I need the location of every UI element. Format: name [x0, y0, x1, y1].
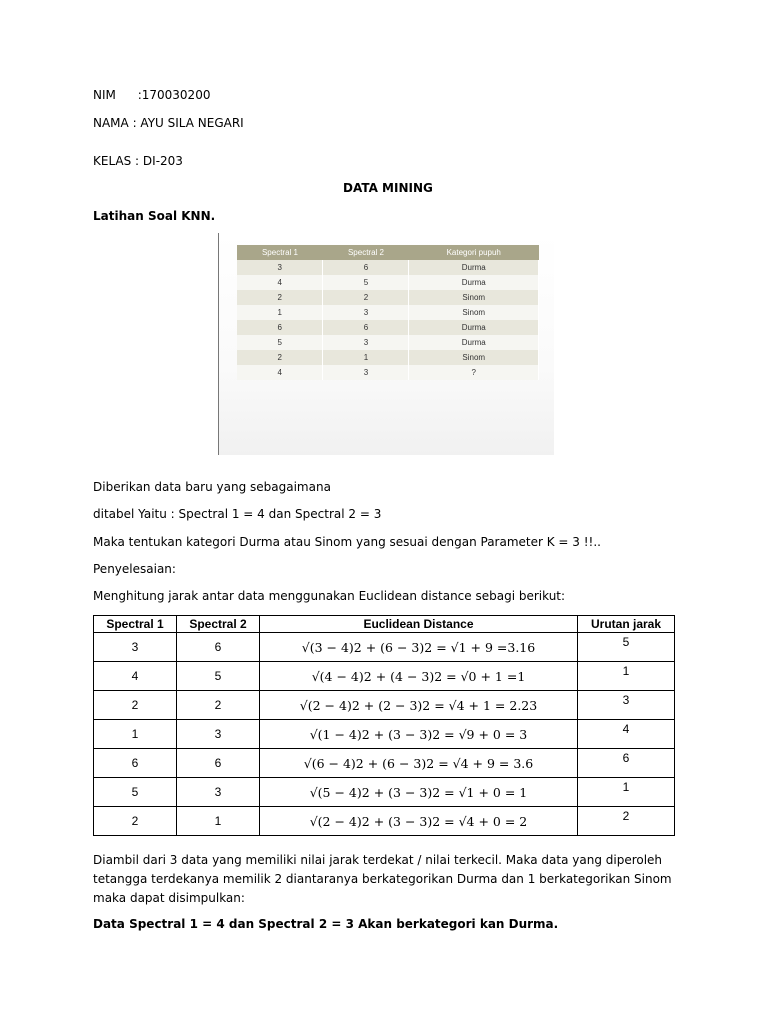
spectral-2-cell: 1 — [177, 807, 260, 836]
table-cell: Sinom — [409, 350, 539, 365]
table-cell: 2 — [237, 290, 323, 305]
distance-formula-cell: √(4 − 4)2 + (4 − 3)2 = √0 + 1 =1 — [260, 662, 578, 691]
table-cell: 6 — [237, 320, 323, 335]
header-spectral-1: Spectral 1 — [94, 616, 177, 633]
rank-cell: 1 — [578, 662, 675, 691]
kategori-table — [237, 245, 539, 380]
table-cell: Durma — [409, 260, 539, 275]
table-cell: Durma — [409, 320, 539, 335]
embedded-image — [218, 233, 554, 455]
table-cell: 4 — [237, 365, 323, 380]
header-euclidean-distance: Euclidean Distance — [260, 616, 578, 633]
paragraph-2: ditabel Yaitu : Spectral 1 = 4 dan Spectral 2 = 3 — [93, 507, 382, 521]
table-row — [237, 365, 539, 380]
table-cell: ? — [409, 365, 539, 380]
table-cell: 5 — [323, 275, 409, 290]
paragraph-4: Penyelesaian: — [93, 562, 176, 576]
table-row — [237, 335, 539, 350]
table-row — [94, 720, 675, 749]
table-row — [237, 350, 539, 365]
header-spectral-2: Spectral 2 — [177, 616, 260, 633]
kategori-header-cell: Spectral 2 — [323, 245, 409, 260]
distance-formula-cell: √(1 − 4)2 + (3 − 3)2 = √9 + 0 = 3 — [260, 720, 578, 749]
table-row — [94, 749, 675, 778]
conclusion-line-1: Diambil dari 3 data yang memiliki nilai jarak terdekat / nilai terkecil. Maka data yang diperoleh — [93, 853, 663, 867]
spectral-2-cell: 2 — [177, 691, 260, 720]
table-cell: 1 — [323, 350, 409, 365]
table-row — [237, 305, 539, 320]
spectral-1-cell: 6 — [94, 749, 177, 778]
nim-label: NIM — [93, 88, 116, 102]
rank-cell: 5 — [578, 633, 675, 662]
table-row — [94, 807, 675, 836]
rank-cell: 2 — [578, 807, 675, 836]
rank-cell: 6 — [578, 749, 675, 778]
distance-table — [93, 615, 675, 836]
kelas-line: KELAS : DI-203 — [93, 154, 183, 168]
spectral-1-cell: 2 — [94, 691, 177, 720]
distance-formula-cell: √(3 − 4)2 + (6 − 3)2 = √1 + 9 =3.16 — [260, 633, 578, 662]
distance-formula-cell: √(6 − 4)2 + (6 − 3)2 = √4 + 9 = 3.6 — [260, 749, 578, 778]
header-urutan-jarak: Urutan jarak — [578, 616, 675, 633]
spectral-1-cell: 2 — [94, 807, 177, 836]
table-cell: Sinom — [409, 290, 539, 305]
spectral-1-cell: 1 — [94, 720, 177, 749]
distance-formula-cell: √(2 − 4)2 + (3 − 3)2 = √4 + 0 = 2 — [260, 807, 578, 836]
subtitle: Latihan Soal KNN. — [93, 209, 216, 223]
nim-line — [93, 88, 210, 102]
table-cell: 4 — [237, 275, 323, 290]
conclusion-final: Data Spectral 1 = 4 dan Spectral 2 = 3 Akan berkategori kan Durma. — [93, 917, 559, 931]
table-cell: Durma — [409, 335, 539, 350]
table-cell: Durma — [409, 275, 539, 290]
nim-value: :170030200 — [137, 88, 211, 102]
table-cell: 1 — [237, 305, 323, 320]
table-row — [237, 275, 539, 290]
spectral-1-cell: 3 — [94, 633, 177, 662]
table-cell: Sinom — [409, 305, 539, 320]
spectral-2-cell: 3 — [177, 778, 260, 807]
table-cell: 5 — [237, 335, 323, 350]
conclusion-line-2: tetangga terdekanya memilik 2 diantaranya berkategorikan Durma dan 1 berkategorikan Sinom — [93, 872, 672, 886]
spectral-2-cell: 5 — [177, 662, 260, 691]
table-cell: 3 — [323, 305, 409, 320]
table-row — [94, 778, 675, 807]
kategori-table-header — [237, 245, 539, 260]
table-cell: 6 — [323, 260, 409, 275]
distance-table-header — [94, 616, 675, 633]
table-row — [237, 320, 539, 335]
table-row — [94, 633, 675, 662]
rank-cell: 4 — [578, 720, 675, 749]
table-cell: 3 — [323, 335, 409, 350]
conclusion-line-3: maka dapat disimpulkan: — [93, 891, 245, 905]
spectral-1-cell: 4 — [94, 662, 177, 691]
distance-formula-cell: √(5 − 4)2 + (3 − 3)2 = √1 + 0 = 1 — [260, 778, 578, 807]
table-cell: 3 — [237, 260, 323, 275]
table-row — [237, 290, 539, 305]
paragraph-5: Menghitung jarak antar data menggunakan Euclidean distance sebagi berikut: — [93, 589, 566, 603]
rank-cell: 1 — [578, 778, 675, 807]
nama-line: NAMA : AYU SILA NEGARI — [93, 116, 244, 130]
distance-formula-cell: √(2 − 4)2 + (2 − 3)2 = √4 + 1 = 2.23 — [260, 691, 578, 720]
table-cell: 2 — [237, 350, 323, 365]
table-row — [237, 260, 539, 275]
spectral-2-cell: 3 — [177, 720, 260, 749]
spectral-1-cell: 5 — [94, 778, 177, 807]
rank-cell: 3 — [578, 691, 675, 720]
table-cell: 2 — [323, 290, 409, 305]
paragraph-1: Diberikan data baru yang sebagaimana — [93, 480, 331, 494]
kategori-header-cell: Spectral 1 — [237, 245, 323, 260]
kategori-header-cell: Kategori pupuh — [409, 245, 539, 260]
paragraph-3: Maka tentukan kategori Durma atau Sinom yang sesuai dengan Parameter K = 3 !!.. — [93, 535, 601, 549]
spectral-2-cell: 6 — [177, 749, 260, 778]
table-cell: 3 — [323, 365, 409, 380]
table-row — [94, 662, 675, 691]
spectral-2-cell: 6 — [177, 633, 260, 662]
page-title: DATA MINING — [343, 181, 433, 195]
table-cell: 6 — [323, 320, 409, 335]
table-row — [94, 691, 675, 720]
